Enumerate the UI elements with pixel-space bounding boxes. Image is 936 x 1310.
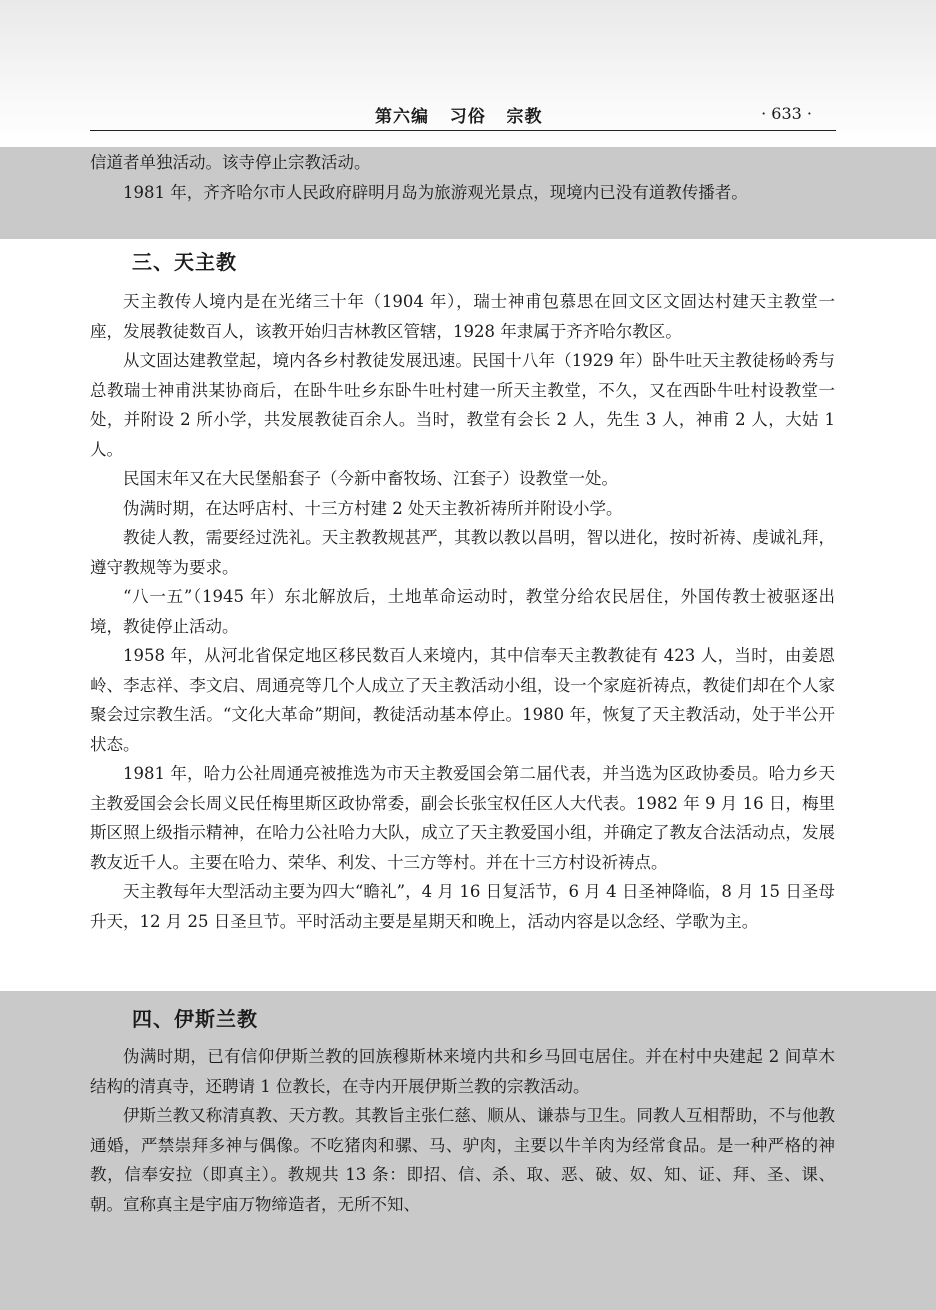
paragraph: 1981 年，哈力公社周通亮被推选为市天主教爱国会第二届代表，并当选为区政协委员。哈力乡天主教爱国会会长周义民任梅里斯区政协常委，副会长张宝权任区人大代表。1982 年 9 月 16 日，梅里斯区照上级指示精神，在哈力公社哈力大队，成立了天主教爱国小组，并确定了教友合法活动点，发展教友近千人。主要在哈力、荣华、利发、十三方等村。并在十三方村设祈祷点。 (90, 764, 835, 872)
page-number: · 633 · (761, 104, 812, 123)
paragraph: 天主教传人境内是在光绪三十年（1904 年），瑞士神甫包慕思在回文区文固达村建天主教堂一座，发展教徒数百人，该教开始归吉林教区管辖，1928 年隶属于齐齐哈尔教区。 (90, 292, 835, 341)
paragraph: 1981 年，齐齐哈尔市人民政府辟明月岛为旅游观光景点，现境内已没有道教传播者。 (123, 182, 748, 202)
section-heading-catholic: 三、天主教 (132, 250, 237, 274)
section-body-catholic (90, 287, 835, 936)
running-header (90, 96, 836, 131)
paragraph: 1958 年，从河北省保定地区移民数百人来境内，其中信奉天主教教徒有 423 人，当时，由姜恩岭、李志祥、李文启、周通亮等几个人成立了天主教活动小组，设一个家庭祈祷点，教徒们却在个人家聚会过宗教生活。“文化大革命”期间，教徒活动基本停止。1980 年，恢复了天主教活动，处于半公开状态。 (90, 646, 835, 754)
section-heading-islam: 四、伊斯兰教 (132, 1007, 258, 1031)
top-continuation-text (90, 148, 835, 207)
paragraph: “八一五”（1945 年）东北解放后，土地革命运动时，教堂分给农民居住，外国传教士被驱逐出境，教徒停止活动。 (90, 587, 835, 636)
paragraph: 民国末年又在大民堡船套子（今新中畜牧场、江套子）设教堂一处。 (123, 469, 618, 488)
paragraph: 信道者单独活动。该寺停止宗教活动。 (90, 153, 371, 172)
paragraph: 伪满时期，在达呼店村、十三方村建 2 处天主教祈祷所并附设小学。 (123, 498, 623, 518)
paragraph: 教徒人教，需要经过洗礼。天主教教规甚严，其教以教以昌明，智以进化，按时祈祷、虔诚礼拜，遵守教规等为要求。 (90, 528, 835, 577)
paragraph: 伊斯兰教又称清真教、天方教。其教旨主张仁慈、顺从、谦恭与卫生。同教人互相帮助，不与他教通婚，严禁崇拜多神与偶像。不吃猪肉和骡、马、驴肉，主要以牛羊肉为经常食品。是一种严格的神教，信奉安拉（即真主）。教规共 13 条：即招、信、杀、取、恶、破、奴、知、证、拜、圣、课、朝。宣称真主是宇庙万物缔造者，无所不知、 (90, 1106, 835, 1214)
paragraph: 从文固达建教堂起，境内各乡村教徒发展迅速。民国十八年（1929 年）卧牛吐天主教徒杨岭秀与总教瑞士神甫洪某协商后，在卧牛吐乡东卧牛吐村建一所天主教堂，不久，又在西卧牛吐村设教堂一处，并附设 2 所小学，共发展教徒百余人。当时，教堂有会长 2 人，先生 3 人，神甫 2 人，大姑 1 人。 (90, 351, 835, 459)
paragraph: 天主教每年大型活动主要为四大“瞻礼”，4 月 16 日复活节，6 月 4 日圣神降临，8 月 15 日圣母升天，12 月 25 日圣旦节。平时活动主要是星期天和晚上，活动内容是以念经、学歌为主。 (90, 882, 835, 931)
header-title: 第六编 习俗 宗教 (375, 107, 543, 127)
paragraph: 伪满时期，已有信仰伊斯兰教的回族穆斯林来境内共和乡马回屯居住。并在村中央建起 2 间草木结构的清真寺，还聘请 1 位教长，在寺内开展伊斯兰教的宗教活动。 (90, 1047, 835, 1096)
section-body-islam (90, 1042, 835, 1219)
